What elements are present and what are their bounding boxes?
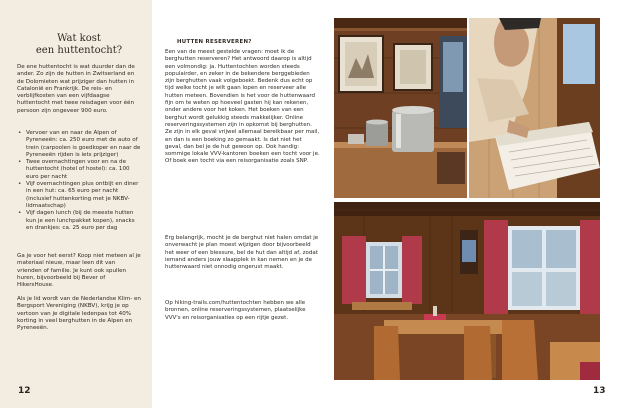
cost-list-item: • Vijf dagen lunch (bij de meeste hutten kun je een lunchpakket kopen), snacks en drankjes: ca. 25 euro per dag	[17, 210, 141, 232]
section-heading: HUTTEN RESERVEREN?	[177, 39, 252, 45]
nkbv-paragraph: Als je lid wordt van de Nederlandse Klim- en Bergsport Vereniging (NKBV), krijg je op vertoon van je digitale ledenpas tot 40% korting in veel berghutten in de Alpen en Pyreneeën.	[17, 296, 141, 332]
page-number-right: 13	[593, 386, 606, 396]
photo-hut-kitchen	[334, 18, 467, 198]
cost-list-item: • Twee overnachtingen voor en na de huttentocht (hotel of hostel): ca. 100 euro per nacht	[17, 159, 141, 181]
reservation-paragraph: Een van de meest gestelde vragen: moet ik de berghutten reserveren? Het antwoord daarop is altijd een volmondig: ja. Huttentochten worden steeds populairder, en zeker in de bekendere berggebieden zijn berghutten vaak volgeboekt. Bedenk dus echt op tijd welke tocht je wilt gaan lopen en reserveer alle hutten meteen. Bovendien is het voor de huttenwaard fijn om te weten op hoeveel gasten hij kan rekenen, onder andere voor het koken. Het boeken van een berghut wordt gelukkig steeds makkelijker. Online reserveringssystemen zijn in opkomst bij berghutten. Ze zijn in elk geval vrijwel allemaal bereikbaar per mail, en dan is een boeking zo gemaakt. Is dat niet het geval, dan bel je de hut gewoon op. Ook handig: sommige lokale VVV-kantoren boeken een tocht voor je. Of boek een tocht via een reisorganisatie zoals SNP.	[165, 49, 320, 165]
cost-list	[17, 130, 141, 232]
page-number-left: 12	[18, 386, 31, 396]
photo-guest-book	[469, 18, 600, 198]
title-line-1: Wat kost	[57, 33, 101, 44]
title-line-2: een huttentocht?	[35, 45, 123, 56]
intro-paragraph: De ene huttentocht is wat duurder dan de ander. Zo zijn de hutten in Zwitserland en de Dolomieten wat prijziger dan hutten in Catalonië en Frankrijk. De reis- en verblijfkosten van een vijfdaagse huttentocht met twee reisdagen voor één persoon zijn ongeveer 900 euro.	[17, 64, 135, 114]
cancel-paragraph: Erg belangrijk, mocht je de berghut niet halen omdat je onverwacht je plan moest wijzigen door bijvoorbeeld het weer of een blessure, bel de hut dan altijd af, zodat iemand anders jouw slaapplek in kan nemen en je de huttenwaard niet onnodig ongerust maakt.	[165, 235, 319, 271]
page-title	[18, 33, 140, 57]
cost-list-item: • Vijf overnachtingen plus ontbijt en diner in een hut: ca. 65 euro per nacht (inclusief huttenkorting met je NKBV-lidmaatschap)	[17, 181, 141, 210]
right-page	[152, 0, 620, 408]
left-page	[0, 0, 152, 408]
tips-paragraph: Ga je voor het eerst? Koop niet meteen al je materiaal nieuw, maar leen dit van vrienden of familie. Je kunt ook spullen huren, bijvoorbeeld bij Bever of HikersHouse.	[17, 253, 141, 289]
photo-hut-dining-room	[334, 202, 600, 380]
resources-paragraph: Op hiking-trails.com/huttentochten hebben we alle bronnen, online reserveringssystemen, plaatselijke VVV's en reisorganisaties op een rijtje gezet.	[165, 300, 306, 321]
cost-list-item: • Vervoer van en naar de Alpen of Pyreneeën: ca. 250 euro met de auto of trein (carpoolen is goedkoper en naar de Pyreneeën rijden is iets prijziger)	[17, 130, 141, 159]
